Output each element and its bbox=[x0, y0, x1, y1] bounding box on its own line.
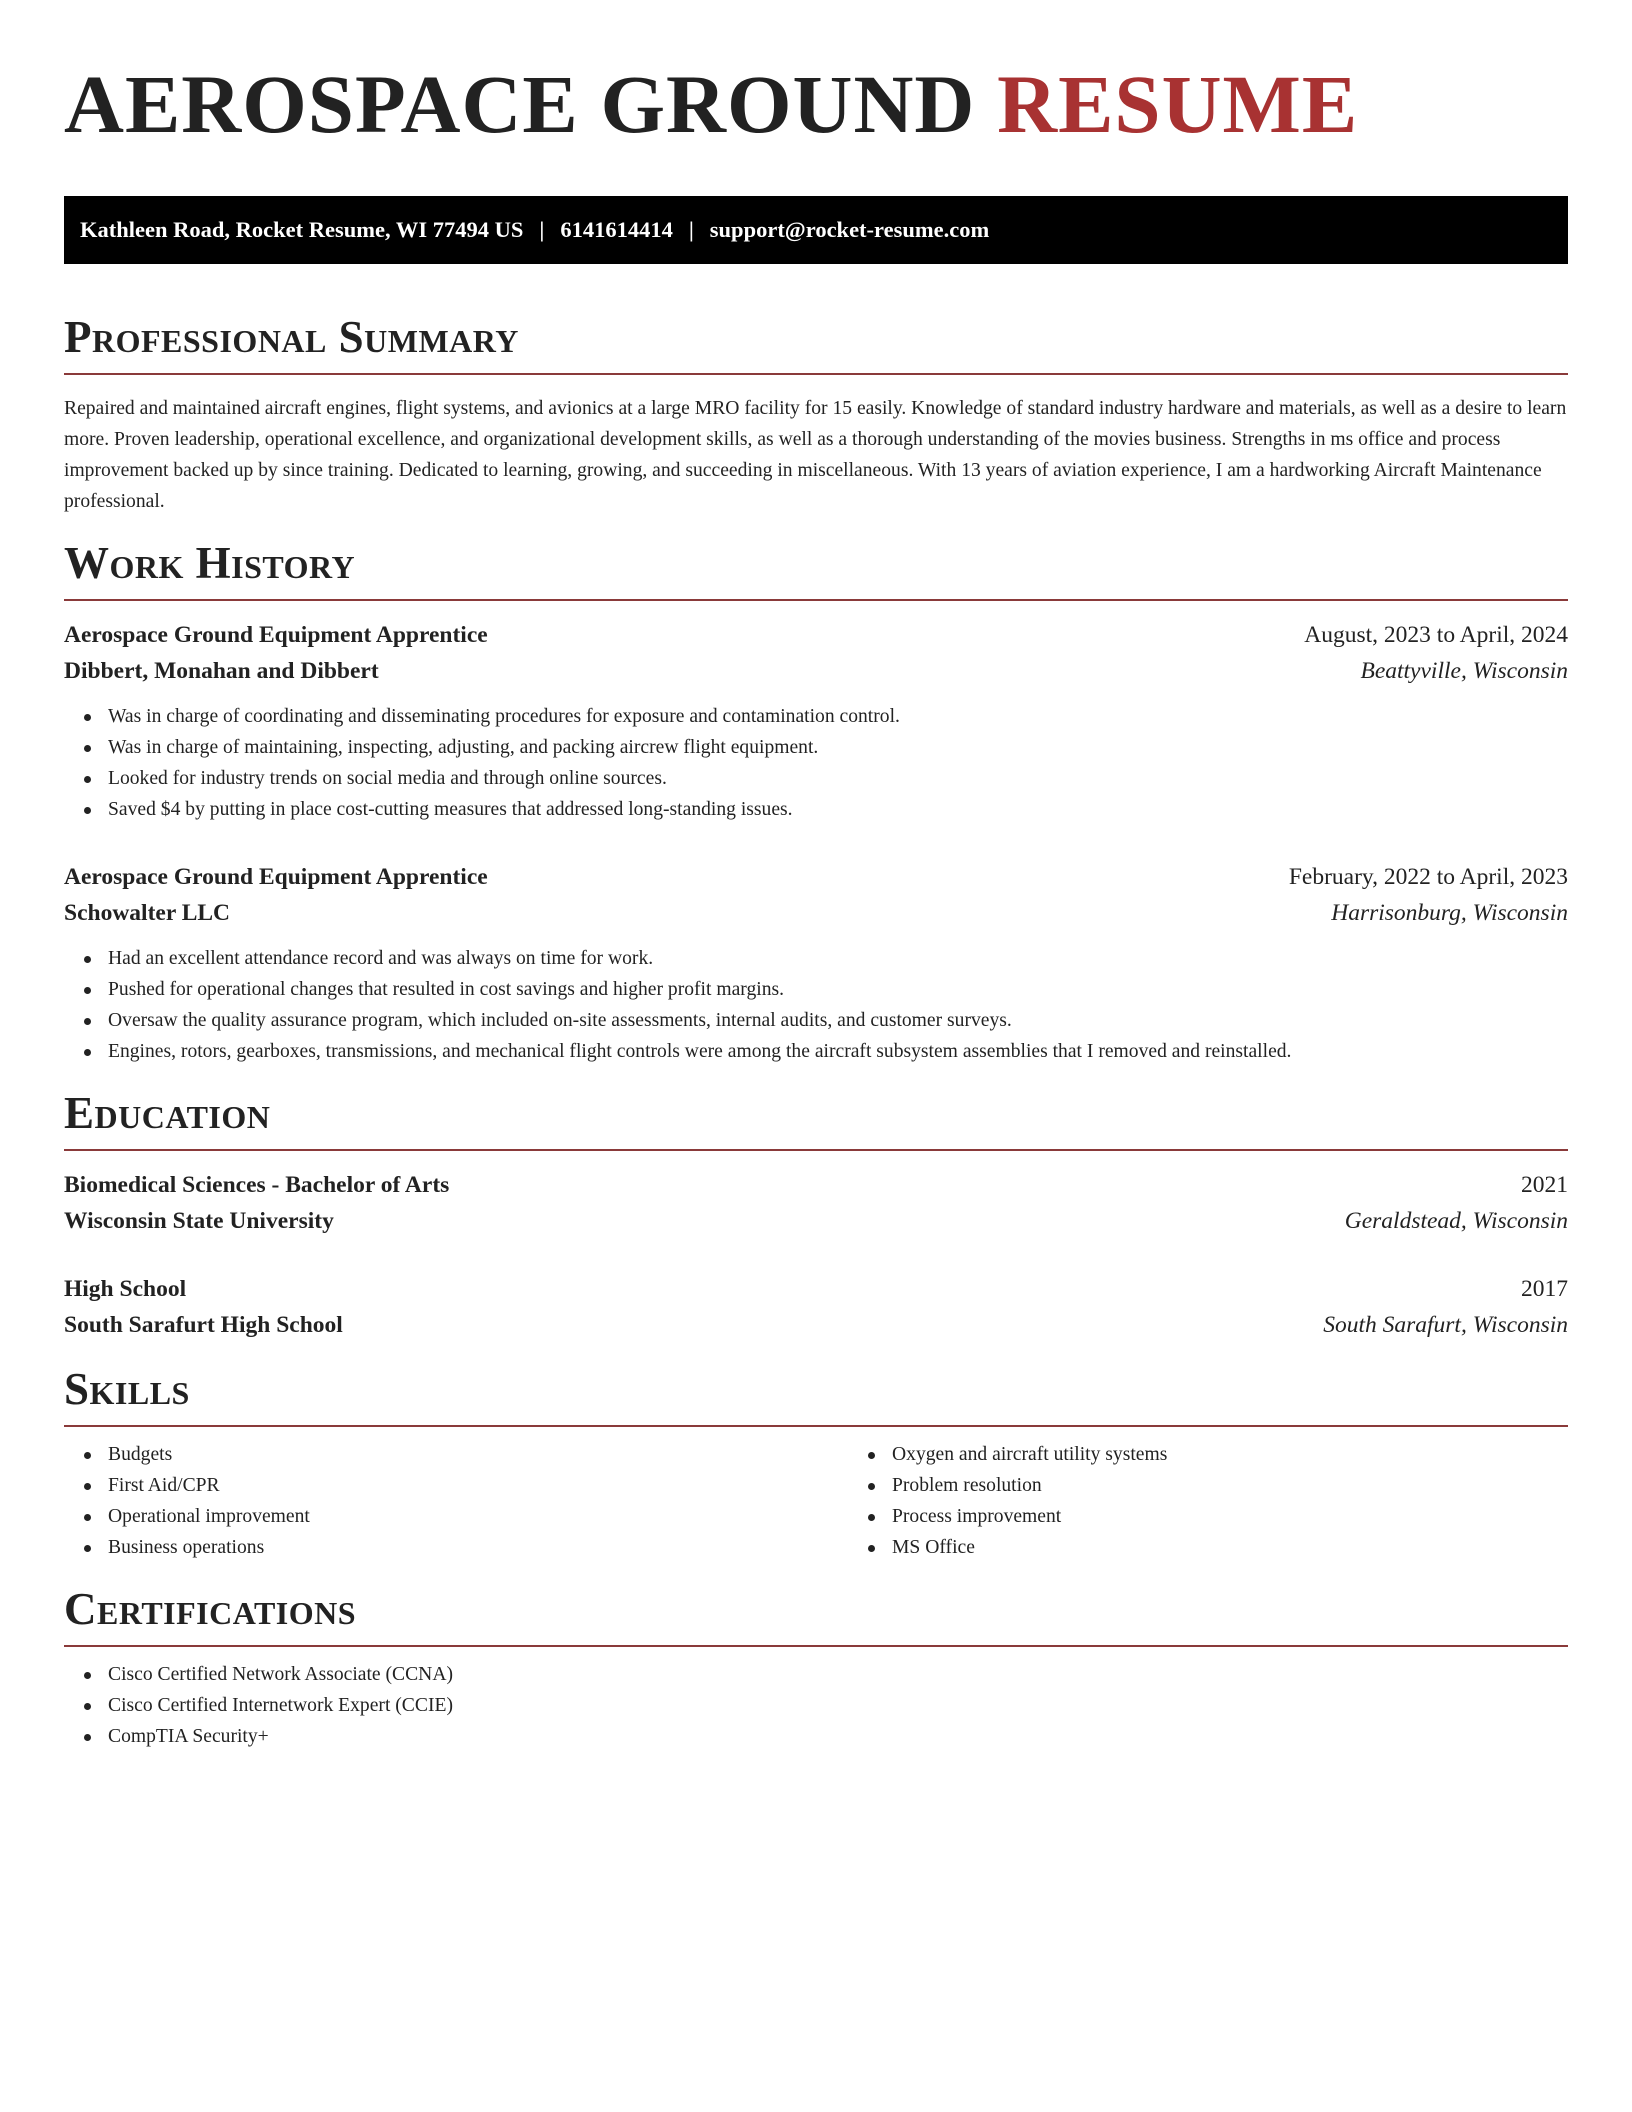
job-header-row bbox=[64, 617, 1568, 653]
skill-item: Budgets bbox=[108, 1439, 848, 1470]
education-location: Geraldstead, Wisconsin bbox=[1344, 1208, 1568, 1234]
job-bullets bbox=[64, 701, 1568, 825]
education-year: 2021 bbox=[1521, 1172, 1568, 1198]
job-company-row bbox=[64, 895, 1568, 931]
education-entry bbox=[64, 1271, 1568, 1343]
contact-phone: 6141614414 bbox=[560, 217, 673, 242]
work-history-section bbox=[64, 537, 1568, 1067]
section-divider bbox=[64, 1645, 1568, 1647]
skills-heading: Skills bbox=[64, 1364, 190, 1414]
education-entry bbox=[64, 1167, 1568, 1239]
education-school: Wisconsin State University bbox=[64, 1208, 334, 1234]
job-title: Aerospace Ground Equipment Apprentice bbox=[64, 864, 488, 890]
job-bullets bbox=[64, 943, 1568, 1067]
education-year: 2017 bbox=[1521, 1276, 1568, 1302]
skills-list-left bbox=[64, 1439, 848, 1563]
job-bullet: Pushed for operational changes that resulted in cost savings and higher profit margins. bbox=[108, 974, 1568, 1005]
skill-item: Business operations bbox=[108, 1532, 848, 1563]
job-bullet: Had an excellent attendance record and was always on time for work. bbox=[108, 943, 1568, 974]
section-divider bbox=[64, 373, 1568, 375]
contact-separator: | bbox=[688, 217, 694, 242]
skill-item: Oxygen and aircraft utility systems bbox=[892, 1439, 1167, 1470]
certifications-list bbox=[64, 1659, 1568, 1752]
job-bullet: Was in charge of maintaining, inspecting, adjusting, and packing aircrew flight equipment. bbox=[108, 732, 1568, 763]
job-bullet: Oversaw the quality assurance program, which included on-site assessments, internal audits, and customer surveys. bbox=[108, 1005, 1568, 1036]
education-school-row bbox=[64, 1307, 1568, 1343]
contact-bar bbox=[64, 196, 1568, 264]
job-location: Beattyville, Wisconsin bbox=[1360, 658, 1568, 684]
summary-section bbox=[64, 311, 1568, 517]
skills-grid bbox=[64, 1427, 1568, 1563]
work-history-heading: Work History bbox=[64, 538, 356, 588]
job-dates: February, 2022 to April, 2023 bbox=[1288, 864, 1568, 890]
section-divider bbox=[64, 599, 1568, 601]
skills-section bbox=[64, 1363, 1568, 1563]
job-dates: August, 2023 to April, 2024 bbox=[1304, 622, 1568, 648]
education-section bbox=[64, 1087, 1568, 1343]
summary-heading: Professional Summary bbox=[64, 312, 519, 362]
job-bullet: Saved $4 by putting in place cost-cutting measures that addressed long-standing issues. bbox=[108, 794, 1568, 825]
contact-email: support@rocket-resume.com bbox=[709, 217, 990, 242]
job-header-row bbox=[64, 859, 1568, 895]
resume-title-accent: RESUME bbox=[997, 58, 1359, 150]
job-entry bbox=[64, 859, 1568, 1067]
job-bullet: Looked for industry trends on social media and through online sources. bbox=[108, 763, 1568, 794]
certifications-heading: Certifications bbox=[64, 1584, 357, 1634]
resume-title bbox=[64, 0, 1568, 154]
summary-text: Repaired and maintained aircraft engines, flight systems, and avionics at a large MRO facility for 15 easily. Knowledge of standard industry hardware and materials, as well as a desire to learn more. Proven leadership, operational excellence, and organizational development skills, as well as a thorough understanding of the movies business. Strengths in ms office and process improvement backed up by since training. Dedicated to learning, growing, and succeeding in miscellaneous. With 13 years of aviation experience, I am a hardworking Aircraft Maintenance professional. bbox=[64, 398, 1567, 512]
job-bullet: Was in charge of coordinating and disseminating procedures for exposure and contamination control. bbox=[108, 701, 1568, 732]
skill-item: Process improvement bbox=[892, 1501, 1167, 1532]
education-school: South Sarafurt High School bbox=[64, 1312, 343, 1338]
skills-list-right bbox=[848, 1439, 1167, 1563]
job-bullet: Engines, rotors, gearboxes, transmissions, and mechanical flight controls were among the aircraft subsystem assemblies that I removed and reinstalled. bbox=[108, 1036, 1568, 1067]
certifications-section bbox=[64, 1583, 1568, 1752]
job-entry bbox=[64, 617, 1568, 825]
job-location: Harrisonburg, Wisconsin bbox=[1331, 900, 1568, 926]
section-divider bbox=[64, 1149, 1568, 1151]
skill-item: Operational improvement bbox=[108, 1501, 848, 1532]
education-degree: Biomedical Sciences - Bachelor of Arts bbox=[64, 1172, 450, 1198]
job-title: Aerospace Ground Equipment Apprentice bbox=[64, 622, 488, 648]
certification-item: CompTIA Security+ bbox=[108, 1721, 1568, 1752]
skill-item: MS Office bbox=[892, 1532, 1167, 1563]
contact-address: Kathleen Road, Rocket Resume, WI 77494 US bbox=[80, 217, 524, 242]
education-heading: Education bbox=[64, 1088, 271, 1138]
education-degree: High School bbox=[64, 1276, 187, 1302]
education-location: South Sarafurt, Wisconsin bbox=[1323, 1312, 1568, 1338]
job-company: Dibbert, Monahan and Dibbert bbox=[64, 658, 379, 684]
skill-item: First Aid/CPR bbox=[108, 1470, 848, 1501]
education-header-row bbox=[64, 1271, 1568, 1307]
education-header-row bbox=[64, 1167, 1568, 1203]
education-school-row bbox=[64, 1203, 1568, 1239]
certification-item: Cisco Certified Internetwork Expert (CCIE) bbox=[108, 1690, 1568, 1721]
job-company: Schowalter LLC bbox=[64, 900, 231, 926]
contact-separator: | bbox=[539, 217, 545, 242]
certification-item: Cisco Certified Network Associate (CCNA) bbox=[108, 1659, 1568, 1690]
skill-item: Problem resolution bbox=[892, 1470, 1167, 1501]
resume-title-main: AEROSPACE GROUND bbox=[64, 58, 976, 150]
job-company-row bbox=[64, 653, 1568, 689]
